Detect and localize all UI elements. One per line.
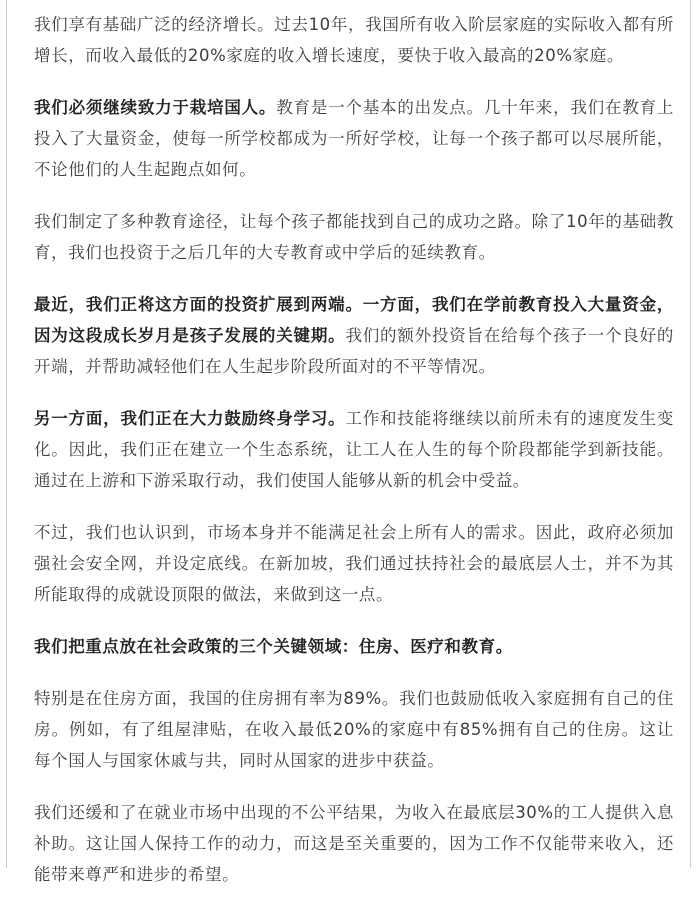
paragraph-9-text: 我们还缓和了在就业市场中出现的不公平结果，为收入在最底层30%的工人提供入息补助。这让国人保持工作的动力，而这是至关重要的，因为工作不仅能带来收入，还能带来尊严和进步的希望。 — [34, 803, 674, 884]
paragraph-8 — [34, 683, 674, 776]
paragraph-5-lead: 另一方面，我们正在大力鼓励终身学习。 — [34, 409, 346, 428]
paragraph-3 — [34, 206, 674, 268]
paragraph-2-lead: 我们必须继续致力于栽培国人。 — [34, 98, 277, 117]
paragraph-7 — [34, 631, 674, 662]
paragraph-8-text: 特别是在住房方面，我国的住房拥有率为89%。我们也鼓励低收入家庭拥有自己的住房。例如，有了组屋津贴，在收入最低20%的家庭中有85%拥有自己的住房。这让每个国人与国家休戚与共，同时从国家的进步中获益。 — [34, 689, 674, 770]
paragraph-5-text: 工作和技能将继续以前所未有的速度发生变化。因此，我们正在建立一个生态系统，让工人在人生的每个阶段都能学到新技能。通过在上游和下游采取行动，我们使国人能够从新的机会中受益。 — [34, 409, 674, 490]
article-body — [34, 9, 674, 911]
paragraph-2 — [34, 92, 674, 185]
paragraph-3-text: 我们制定了多种教育途径，让每个孩子都能找到自己的成功之路。除了10年的基础教育，我们也投资于之后几年的大专教育或中学后的延续教育。 — [34, 212, 674, 262]
paragraph-5 — [34, 403, 674, 496]
paragraph-2-text: 教育是一个基本的出发点。几十年来，我们在教育上投入了大量资金，使每一所学校都成为一所好学校，让每一个孩子都可以尽展所能，不论他们的人生起跑点如何。 — [34, 98, 674, 179]
paragraph-1-text: 我们享有基础广泛的经济增长。过去10年，我国所有收入阶层家庭的实际收入都有所增长，而收入最低的20%家庭的收入增长速度，要快于收入最高的20%家庭。 — [34, 15, 674, 65]
paragraph-9 — [34, 797, 674, 890]
paragraph-4 — [34, 289, 674, 382]
paragraph-1 — [34, 9, 674, 71]
paragraph-7-lead: 我们把重点放在社会政策的三个关键领域：住房、医疗和教育。 — [34, 637, 513, 656]
paragraph-4-lead: 最近，我们正将这方面的投资扩展到两端。一方面，我们在学前教育投入大量资金，因为这段成长岁月是孩子发展的关键期。 — [34, 295, 674, 345]
paragraph-6-text: 不过，我们也认识到，市场本身并不能满足社会上所有人的需求。因此，政府必须加强社会安全网，并设定底线。在新加坡，我们通过扶持社会的最底层人士，并不为其所能取得的成就设顶限的做法，来做到这一点。 — [34, 523, 674, 604]
paragraph-4-text: 我们的额外投资旨在给每个孩子一个良好的开端，并帮助减轻他们在人生起步阶段所面对的不平等情况。 — [34, 326, 674, 376]
paragraph-6 — [34, 517, 674, 610]
